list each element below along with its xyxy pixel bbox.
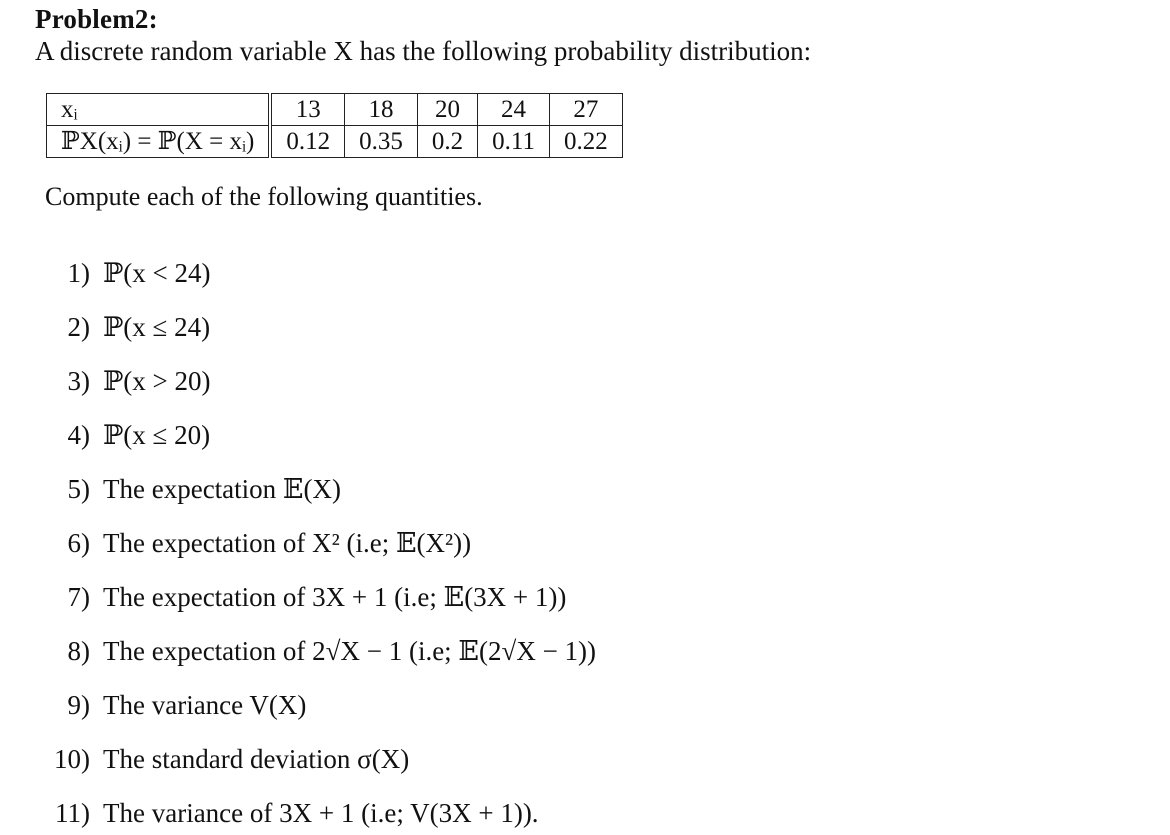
question-text: The expectation 𝔼(X)	[103, 474, 341, 504]
question-text: ℙ(x < 24)	[103, 258, 211, 288]
question-number: 10)	[54, 744, 90, 774]
table-cell-p: 0.12	[272, 126, 345, 158]
table-cell-p: 0.35	[345, 126, 418, 158]
question-text: ℙ(x ≤ 20)	[103, 420, 211, 450]
question-text: The variance of 3X + 1 (i.e; V(3X + 1)).	[103, 798, 539, 828]
question-number: 6)	[67, 528, 90, 558]
question-number: 11)	[55, 798, 90, 828]
problem-title: Problem2:	[35, 4, 158, 34]
question-text: The variance V(X)	[103, 690, 307, 720]
question-text: The expectation of X² (i.e; 𝔼(X²))	[103, 528, 472, 558]
table-cell-x: 27	[549, 94, 622, 126]
table-cell-x: 18	[345, 94, 418, 126]
table-cell-p: 0.22	[549, 126, 622, 158]
table-cell-x: 13	[272, 94, 345, 126]
question-text: ℙ(x ≤ 24)	[103, 312, 211, 342]
question-text: ℙ(x > 20)	[103, 366, 211, 396]
question-number: 7)	[67, 582, 90, 612]
table-row-p	[47, 126, 623, 158]
table-cell-x: 24	[478, 94, 550, 126]
question-number: 1)	[67, 258, 90, 288]
question-number: 5)	[67, 474, 90, 504]
question-text: The expectation of 2√X − 1 (i.e; 𝔼(2√X − 1))	[103, 636, 597, 666]
distribution-table	[46, 93, 623, 158]
question-number: 4)	[67, 420, 90, 450]
question-number: 9)	[67, 690, 90, 720]
table-row-header-p: ℙX(xᵢ) = ℙ(X = xᵢ)	[47, 126, 269, 158]
question-number: 8)	[67, 636, 90, 666]
instruction-text: Compute each of the following quantities.	[45, 182, 483, 211]
table-cell-p: 0.11	[478, 126, 550, 158]
question-number: 2)	[67, 312, 90, 342]
question-number: 3)	[67, 366, 90, 396]
question-text: The expectation of 3X + 1 (i.e; 𝔼(3X + 1))	[103, 582, 567, 612]
problem-intro: A discrete random variable X has the following probability distribution:	[35, 36, 812, 66]
table-cell-x: 20	[417, 94, 477, 126]
question-text: The standard deviation σ(X)	[103, 744, 410, 774]
table-row-x	[47, 94, 623, 126]
table-cell-p: 0.2	[417, 126, 477, 158]
table-row-header-x: xᵢ	[47, 94, 269, 126]
